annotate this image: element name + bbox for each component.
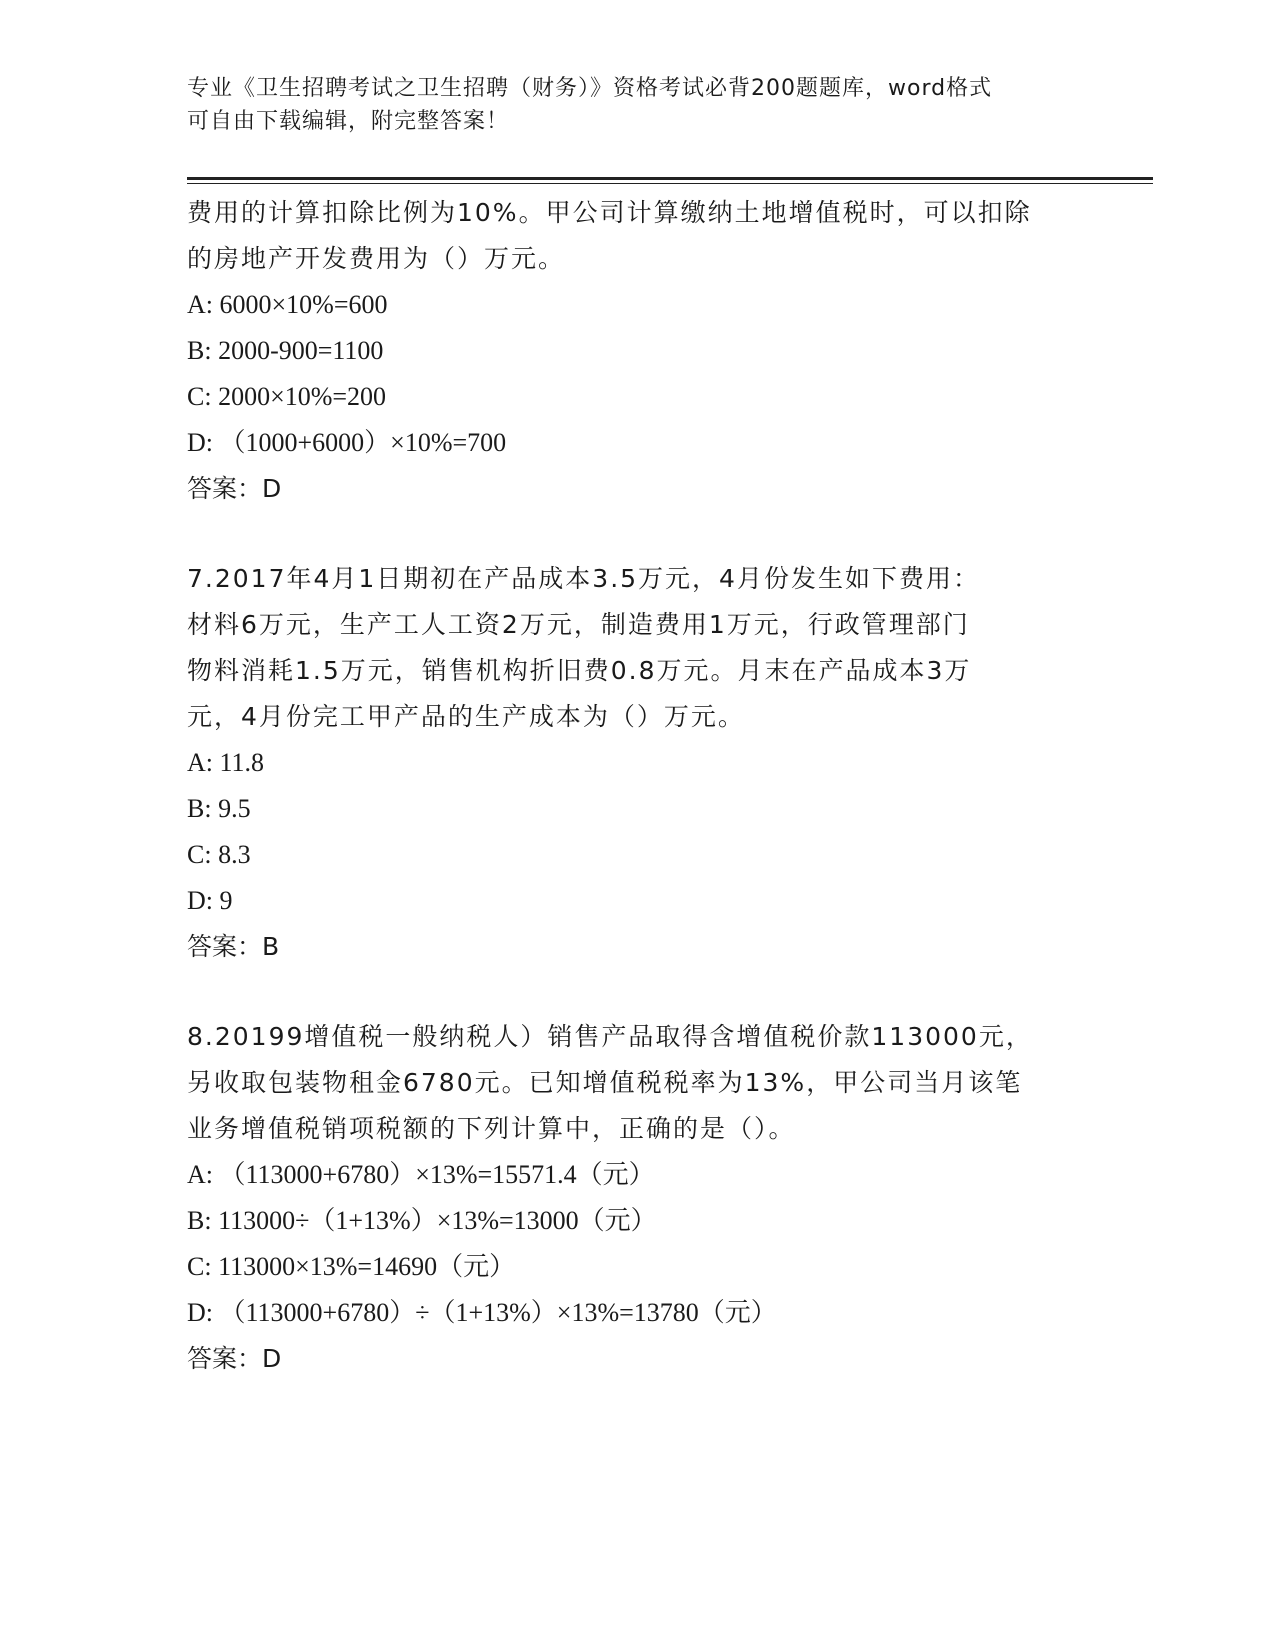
document-header (187, 72, 1067, 138)
option-a: A: 11.8 (187, 748, 265, 777)
question-content (187, 190, 1107, 1382)
question-stem-line: 元，4月份完工甲产品的生产成本为（）万元。 (187, 702, 745, 731)
question-8 (187, 1014, 1107, 1382)
question-stem-line: 业务增值税销项税额的下列计算中，正确的是（）。 (187, 1114, 796, 1143)
option-d: D: （1000+6000）×10%=700 (187, 428, 507, 457)
option-b: B: 2000-900=1100 (187, 336, 384, 365)
answer: 答案：B (187, 932, 280, 961)
header-divider-thick (187, 177, 1153, 180)
question-stem-line: 8.20199增值税一般纳税人）销售产品取得含增值税价款113000元， (187, 1022, 1033, 1051)
option-a: A: （113000+6780）×13%=15571.4（元） (187, 1160, 655, 1189)
question-stem-line: 另收取包装物租金6780元。已知增值税税率为13%，甲公司当月该笔 (187, 1068, 1023, 1097)
question-6 (187, 190, 1107, 512)
option-b: B: 9.5 (187, 794, 251, 823)
question-stem-line: 的房地产开发费用为（）万元。 (187, 244, 566, 273)
option-a: A: 6000×10%=600 (187, 290, 388, 319)
question-stem-line: 费用的计算扣除比例为10%。甲公司计算缴纳土地增值税时，可以扣除 (187, 198, 1032, 227)
question-stem-line: 物料消耗1.5万元，销售机构折旧费0.8万元。月末在产品成本3万 (187, 656, 972, 685)
question-7 (187, 556, 1107, 970)
question-stem-line: 材料6万元，生产工人工资2万元，制造费用1万元，行政管理部门 (187, 610, 970, 639)
header-line-2: 可自由下载编辑，附完整答案！ (187, 109, 510, 134)
header-line-1: 专业《卫生招聘考试之卫生招聘（财务）》资格考试必背200题题库，word格式 (187, 76, 993, 101)
header-divider-thin (187, 183, 1153, 184)
option-d: D: （113000+6780）÷（1+13%）×13%=13780（元） (187, 1298, 777, 1327)
option-c: C: 113000×13%=14690（元） (187, 1252, 516, 1281)
option-d: D: 9 (187, 886, 233, 915)
option-c: C: 2000×10%=200 (187, 382, 387, 411)
option-b: B: 113000÷（1+13%）×13%=13000（元） (187, 1206, 657, 1235)
answer: 答案：D (187, 474, 282, 503)
option-c: C: 8.3 (187, 840, 251, 869)
question-stem-line: 7.2017年4月1日期初在产品成本3.5万元，4月份发生如下费用： (187, 564, 980, 593)
answer: 答案：D (187, 1344, 282, 1373)
